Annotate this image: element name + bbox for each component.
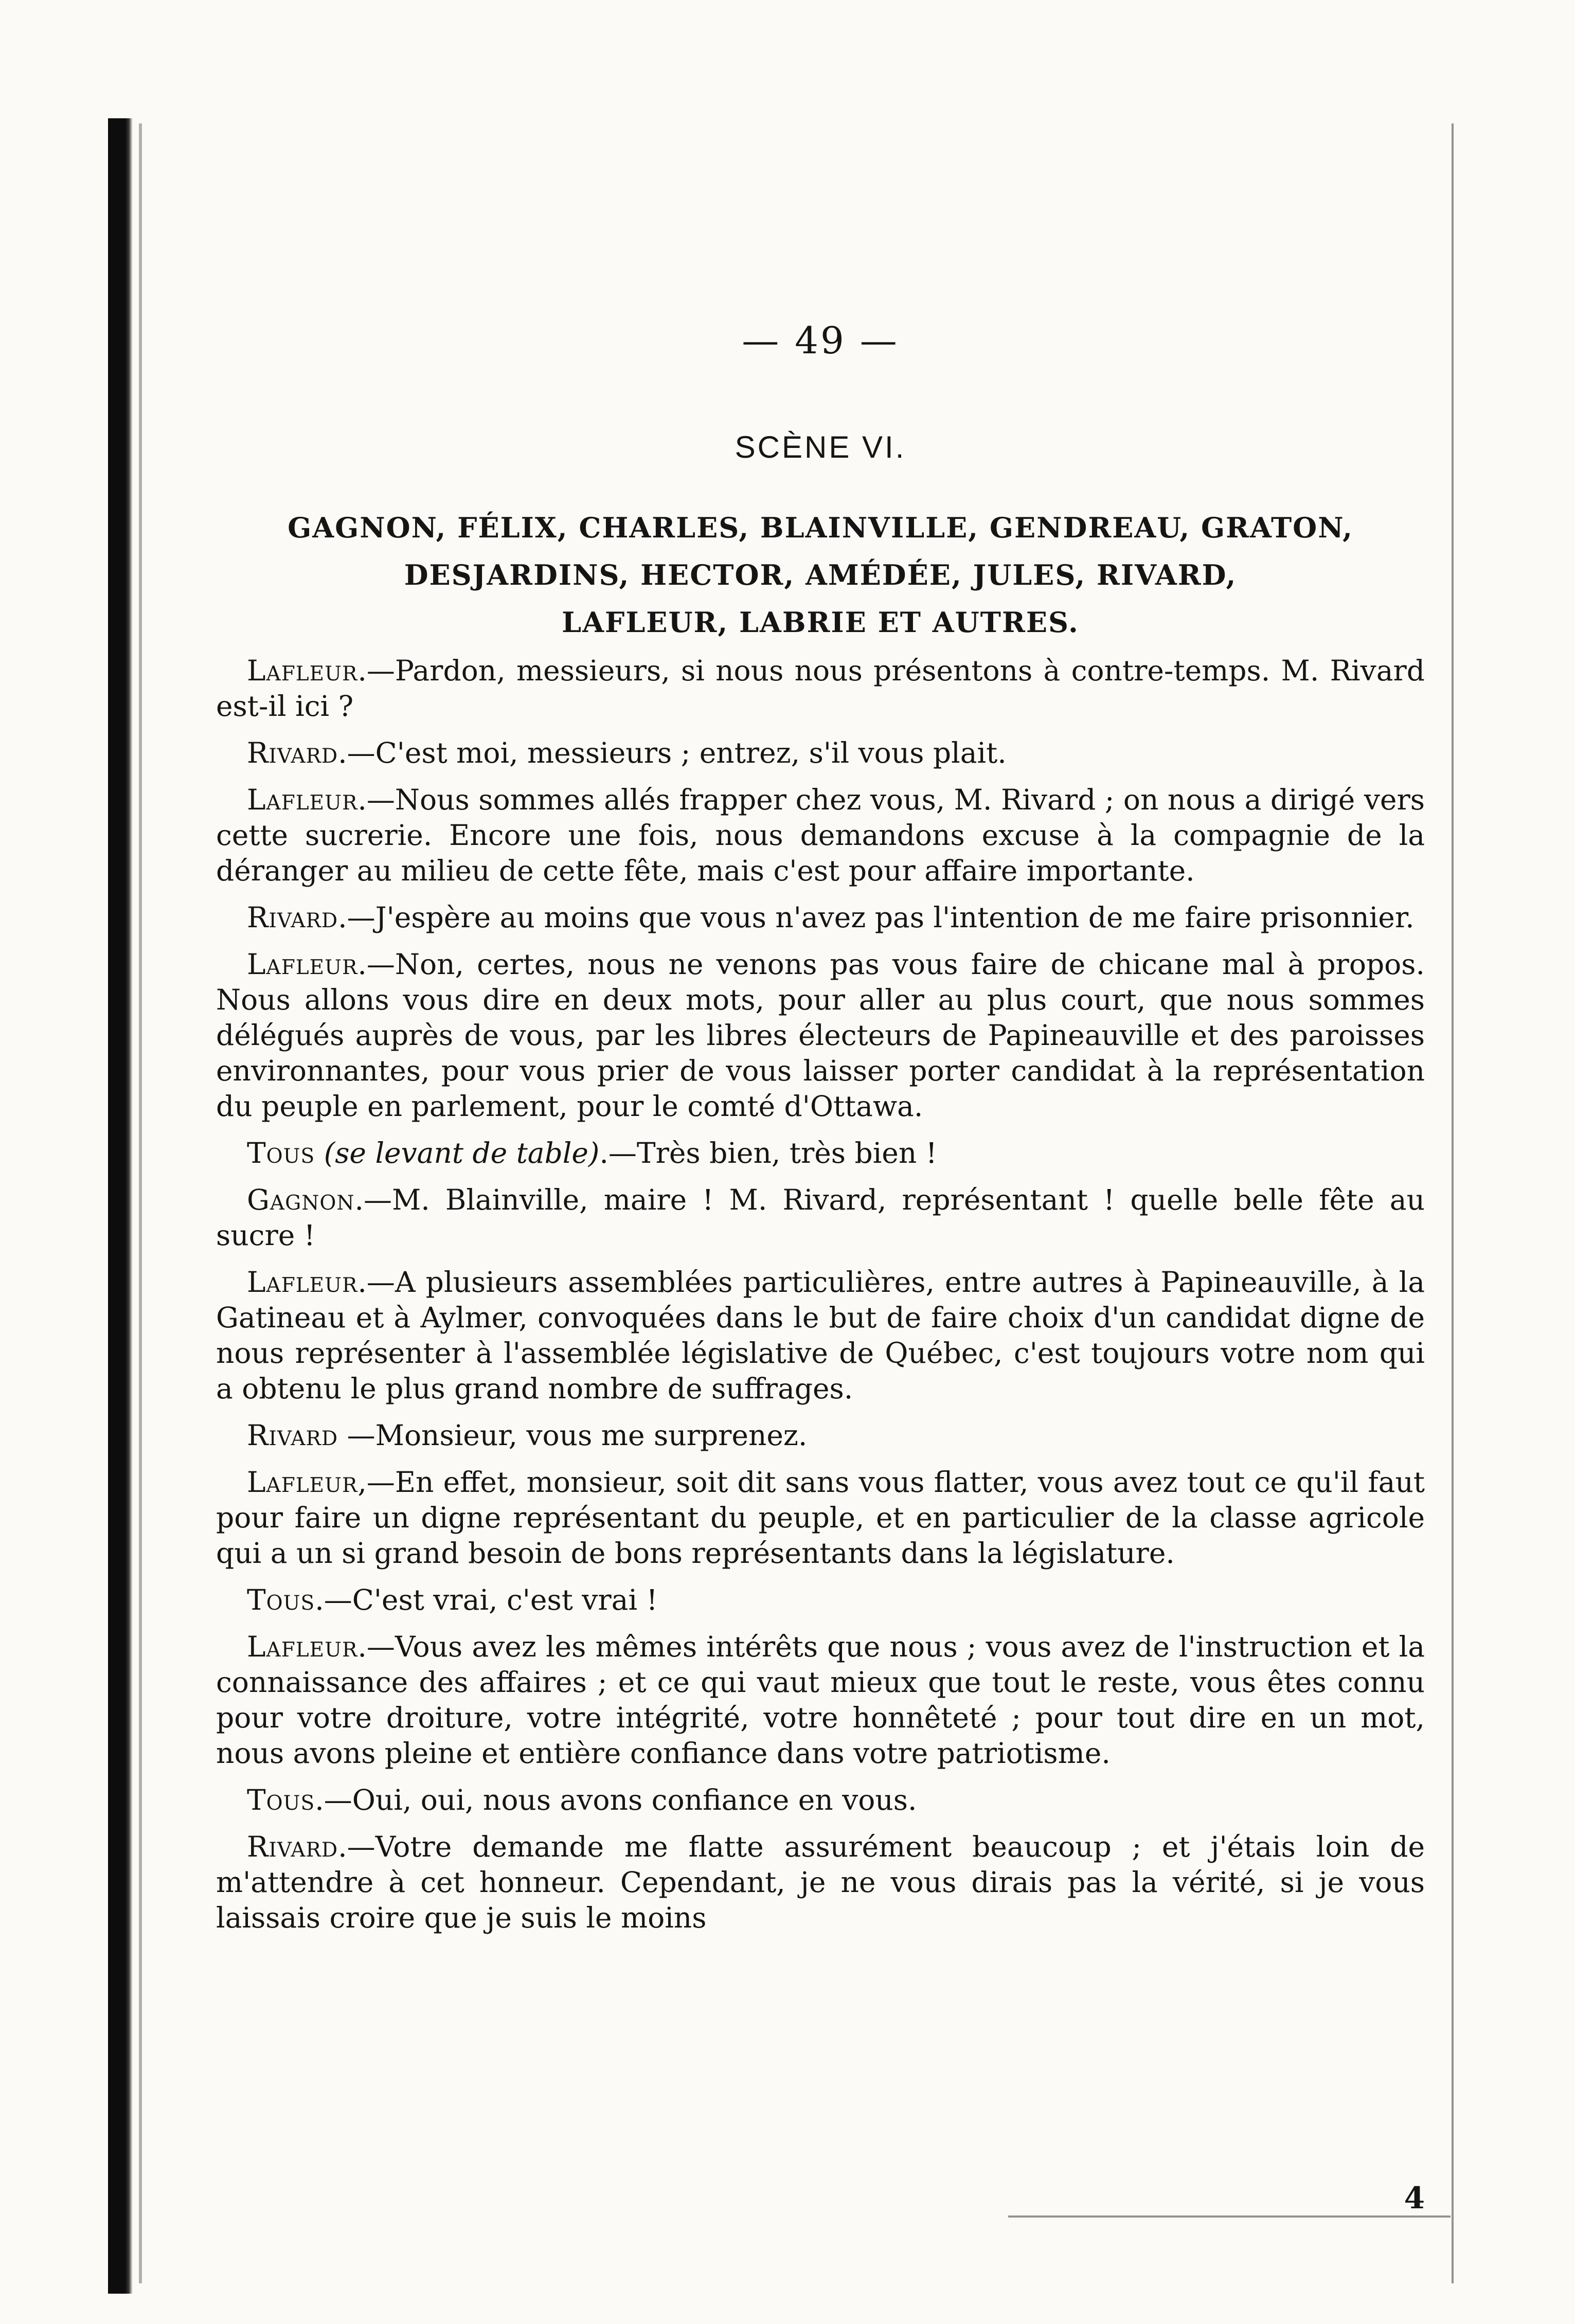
dialogue-text: .—Nous sommes allés frapper chez vous, M. Rivard ; on nous a dirigé vers cette sucrerie. Encore une fois, nous demandons excuse à la compagnie de la déranger au milieu de cette fête, mais c'est pour affaire importante. [216,783,1425,887]
dialogue-line [216,1136,1425,1171]
speaker-name: Rivard [247,1830,338,1863]
book-page [216,288,1425,2217]
dialogue-text: .—C'est moi, messieurs ; entrez, s'il vous plait. [338,736,1007,769]
dialogue-line [216,782,1425,889]
speaker-name: Tous [247,1583,315,1616]
dialogue-line [216,1465,1425,1571]
scene-title: SCÈNE VI. [735,430,906,464]
speaker-name: Rivard [247,901,338,934]
binding-edge [108,118,133,2294]
page-number: — 49 — [742,319,899,362]
speaker-name: Lafleur [247,1466,358,1499]
dialogue-line [216,1782,1425,1818]
dialogue-text: .—Très bien, très bien ! [599,1137,937,1169]
dialogue-line [216,900,1425,935]
dialogue-line [216,1582,1425,1618]
speaker-name: Tous [247,1137,315,1169]
speaker-name: Gagnon [247,1183,355,1216]
stage-direction: (se levant de table) [324,1137,600,1169]
speaker-name: Lafleur [247,948,358,981]
character-list [216,504,1425,646]
speaker-name: Lafleur [247,1630,358,1663]
dialogue-text: .—Non, certes, nous ne venons pas vous faire de chicane mal à propos. Nous allons vous dire en deux mots, pour aller au plus court, que nous sommes délégués auprès de vous, par les libres électeurs de Papineauville et des paroisses environnantes, pour vous prier de vous laisser porter candidat à la représentation du peuple en parlement, pour le comté d'Ottawa. [216,948,1425,1123]
dialogue-text: ,—En effet, monsieur, soit dit sans vous flatter, vous avez tout ce qu'il faut pour faire un digne représentant du peuple, et en particulier de la classe agricole qui a un si grand besoin de bons représentants dans la législature. [216,1466,1425,1570]
dialogue-line [216,653,1425,724]
signature-mark: 4 [1404,2181,1425,2215]
speaker-name: Rivard [247,1419,338,1452]
dialogue-text: .—J'espère au moins que vous n'avez pas l'intention de me faire prisonnier. [338,901,1415,934]
dialogue-text: .—Votre demande me flatte assurément beaucoup ; et j'étais loin de m'attendre à cet honneur. Cependant, je ne vous dirais pas la vérité, si je vous laissais croire que je suis le moins [216,1830,1425,1934]
dialogue-line [216,735,1425,771]
dialogue-text: .—C'est vrai, c'est vrai ! [315,1583,658,1616]
character-list-line: LAFLEUR, LABRIE ET AUTRES. [562,606,1079,639]
dialogue-text: .—Vous avez les mêmes intérêts que nous ; vous avez de l'instruction et la connaissance des affaires ; et ce qui vaut mieux que tout le reste, vous êtes connu pour votre droiture, votre intégrité, votre honnêteté ; pour tout dire en un mot, nous avons pleine et entière confiance dans votre patriotisme. [216,1630,1425,1770]
dialogue-text: .—M. Blainville, maire ! M. Rivard, représentant ! quelle belle fête au sucre ! [216,1183,1425,1252]
dialogue-line [216,1418,1425,1453]
speaker-name: Lafleur [247,1266,358,1299]
dialogue-line [216,1629,1425,1771]
dialogue-line [216,947,1425,1124]
page-right-edge [1452,123,1454,2283]
character-list-line: GAGNON, FÉLIX, CHARLES, BLAINVILLE, GENDREAU, GRATON, [288,511,1353,544]
dialogue-text: .—Pardon, messieurs, si nous nous présentons à contre-temps. M. Rivard est-il ici ? [216,654,1425,723]
dialogue-line [216,1829,1425,1936]
binding-shadow [139,123,142,2283]
character-list-line: DESJARDINS, HECTOR, AMÉDÉE, JULES, RIVARD, [404,559,1237,591]
dialogue-line [216,1182,1425,1253]
dialogue-line [216,1265,1425,1407]
dialogue-text: —Monsieur, vous me surprenez. [338,1419,808,1452]
speaker-name: Lafleur [247,654,358,687]
speaker-name: Lafleur [247,783,358,816]
dialogue-text: .—Oui, oui, nous avons confiance en vous. [315,1783,917,1816]
dialogue [216,653,1425,1947]
speaker-name: Tous [247,1783,315,1816]
dialogue-text: .—A plusieurs assemblées particulières, entre autres à Papineauville, à la Gatineau et à Aylmer, convoquées dans le but de faire choix d'un candidat digne de nous représenter à l'assemblée législative de Québec, c'est toujours votre nom qui a obtenu le plus grand nombre de suffrages. [216,1266,1425,1405]
speaker-name: Rivard [247,736,338,769]
